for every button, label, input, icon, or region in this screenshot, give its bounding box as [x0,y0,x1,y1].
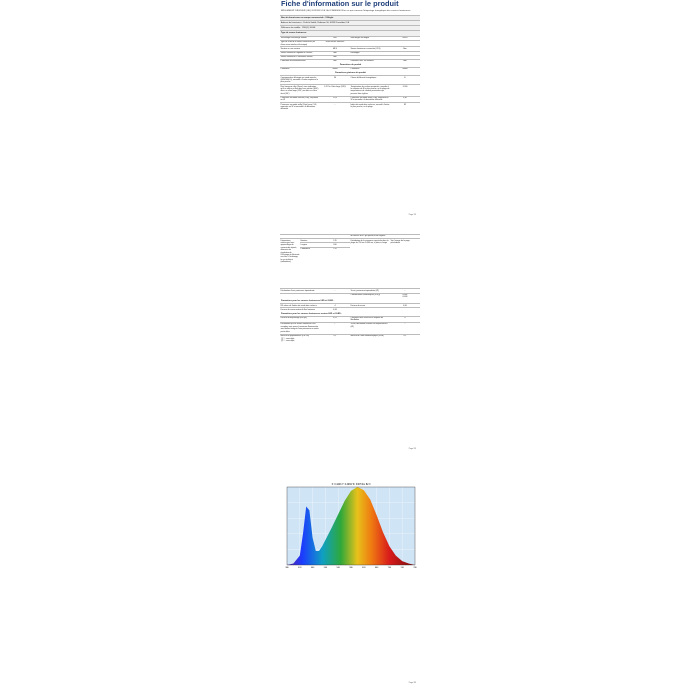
chromaticity-label: Coordonnées chromatiques (x et y) [350,293,390,299]
mains-param-value-2: 0,1 [390,334,420,338]
general-param-value-2: 3 300 [390,85,420,96]
general-params-table [280,75,420,111]
general-param-value-2: 82 [390,103,420,112]
x-tick-label: 380 [285,567,289,570]
general-param-value-1: 1 417 in Cône large (120)° [320,85,350,96]
light-source-label-1: Protection anti-éblouissement [280,59,320,63]
x-tick-label: 580 [349,567,353,570]
general-param-label-1: Consommation d'énergie en mode marche (kWh/1000 h), arrondie à l'entier supérieur le plus proche [280,76,320,85]
model-reference: Référence du modèle : 1200(C) 2000E [280,25,420,30]
equivalent-power-w-label: Si oui, puissance équivalente (W) [350,289,390,293]
footnote-1: (1) '-': sans objet ; [281,337,296,340]
general-param-value-1: - [320,103,350,112]
general-param-row [280,76,420,85]
supplier-address: Adresse du fournisseur : Prolicht GmbH, Robinson 56, 40238 Düsseldorf, DE [280,20,420,25]
dimensions-table [280,238,420,288]
spectral-distribution-label: Distribution de la puissance spectrale dans la plage de 250 nm à 800 nm, à pleine charge [350,239,390,289]
dimensions-label: Dimensions extérieures hors appareillage de commande séparé, éléments de régulation de l'éclairage et éléments non liés à l'éclairage, le cas échéant (millimètres) [280,239,300,289]
light-source-row [280,40,420,47]
mains-param-value-2: - [390,323,420,334]
page-number: Page 1/3 [408,214,416,216]
dim-name-width: Largeur [300,243,320,247]
general-param-label-2: Indice de rendu des couleurs, arrondi à l'entier le plus proche, ou la plage [350,103,390,112]
light-source-value-2: Non [390,59,420,63]
led-params-table [280,303,420,311]
general-params-header: Paramètres généraux du produit [335,72,366,75]
dim-value-width: 160 [320,243,350,247]
col-header-param-2: Paramètre [350,68,390,72]
x-tick-label: 700 [387,567,392,570]
light-source-value-2: Non [390,47,420,51]
general-param-label-1: Puissance en mode marche (Pon), exprimée en W [280,97,319,102]
footnote-2: (2) '-': sans objet ; [281,340,296,343]
general-param-label-1: Flux lumineux utile (Φuse), avec indication qu'il se réfère au flux dans une sphère (360°), dans un cône large (120°) ou dans un cône étroit (90°) [280,85,319,95]
page-number: Page 2/3 [408,448,416,450]
x-tick-label: 780 [413,567,417,570]
spectral-distribution-value: Voir l'image de la page précédente [390,239,420,289]
led-param-value-1: 0,96 [320,308,350,312]
document-page-3 [280,468,420,700]
mains-param-value-1: 0,1 [320,334,350,338]
x-axis-ticks [285,567,417,569]
chromaticity-y: 0,409 [402,296,408,299]
led-param-label-1: R9 valeur de l'indice de rendu des couleurs [280,304,320,308]
light-source-label-1: Secteur ou non secteur [280,47,320,51]
col-header-value-2: Valeur [390,68,420,72]
general-param-value-1: 30 [320,76,350,85]
page-number: Page 3/3 [408,682,416,684]
light-source-value-1: MLS [320,47,350,51]
general-param-value-2: E [390,76,420,85]
document-page-2 [280,234,420,466]
led-params-header: Paramètres pour les sources lumineuses LED et OLED : [281,300,335,303]
x-tick-label: 540 [336,567,340,570]
chart-title: X: 0.4443 Y: 0.4094 Tc: 3307 Ra: 82.3 [331,484,371,486]
general-param-row [280,96,420,103]
page-title: Fiche d'information sur le produit [281,0,399,8]
mains-param-label-2: Constance des couleurs en ellipses de MacAdam [350,316,390,323]
claims-table [280,288,420,299]
col-header-param-1: Paramètre [280,68,320,72]
led-param-value-1: 4 [320,304,350,308]
dim-name-height: Hauteur [300,239,320,243]
x-tick-label: 500 [323,567,328,570]
light-source-label-2: Non-dirigée ou dirigée [350,36,390,40]
light-source-label-2: Utilisation avec un variateur [350,59,390,63]
led-param-label-2: Facteur de survie [350,304,390,308]
dim-value-depth: 170 [320,247,350,288]
regulation-text: RÈGLEMENT DÉLÉGUÉ (UE) 2019/2015 DE LA COMMISSION en ce qui concerne l'étiquetage énergétique des sources lumineuses [281,10,411,12]
light-source-value-1: Non [320,51,350,55]
general-param-label-2: Classe d'efficacité énergétique [350,76,390,85]
light-source-value-1: other electric interface [320,40,350,47]
light-source-label-1: Technologie d'éclairage utilisée [280,36,320,40]
general-param-value-1: 20,3 [320,96,350,103]
light-source-label-2: Enveloppe [350,51,390,55]
general-param-label-2: Puissance en mode veille (Psb), exprimée en W et arrondie à la deuxième décimale [350,97,389,102]
light-source-table [280,36,420,64]
light-source-label-2: Source lumineuse connectée (CLS) [350,47,390,51]
equivalent-power-label: Déclaration d'une puissance équivalente [280,289,320,293]
light-source-value-1: Non [320,59,350,63]
x-tick-label: 620 [362,567,366,570]
mains-params-table [280,316,420,338]
document-page-1 [280,0,420,232]
light-source-value-2: NDLS [390,36,420,40]
mains-param-row [280,323,420,334]
general-param-label-1: Puissance en mode veille (Pnet) pour CLS, exprimée en W et arrondie à la deuxième décimale [280,103,320,112]
mains-param-label-1: Facteur de déphasage (cos φ1) [280,316,320,323]
mains-param-label-2: Si oui, déclaration relative au remplacement (W) [350,323,390,334]
equivalent-power-value: - [320,289,350,293]
col-header-value-1: Valeur [320,68,350,72]
general-param-row [280,85,420,96]
mains-param-value-2: 6 [390,316,420,323]
light-source-value-1: LED [320,36,350,40]
general-param-value-2: 0,30 [390,96,420,103]
mains-param-label-2: Mesure de l'effet stroboscopique (SVM) [350,334,390,338]
general-param-label-2: Température de couleur proximale, arrondie à la centaine de K la plus proche, ou la plage de températures de couleur proximales qui peuvent être réglées [350,85,390,95]
light-source-label-1: Source lumineuse réglable en couleur [280,51,320,55]
x-tick-label: 460 [310,567,315,570]
light-source-type-header: Type de source lumineuse : [280,30,420,35]
chromaticity-x: 0,444 [402,293,408,296]
x-tick-label: 740 [400,567,404,570]
light-source-value-1: Non [320,55,350,59]
dim-name-depth: Profondeur [300,247,320,288]
equivalent-power-w-value: - [390,289,420,293]
mains-param-value-1: -* [320,323,350,334]
light-source-label-1: Type de culot de la source lumineuse (ou d'une autre interface électrique) [280,40,320,47]
spectral-chart [281,481,419,573]
led-param-value-2: 0,90 [390,304,420,308]
product-params-header: Paramètres du produit [339,64,362,67]
mains-params-header: Paramètres pour les sources lumineuses secteur LED et OLED : [281,312,342,315]
light-source-label-1: Source lumineuse à luminance élevée [280,55,320,59]
mains-param-label-1: Mesure du papillotement (Pst LM) [280,334,320,338]
x-tick-label: 420 [298,567,302,570]
dim-value-height: 176 [320,239,350,243]
light-source-value-2 [390,40,420,47]
intro-text: de valeurs d'IRC qui peuvent être réglées [350,235,390,239]
mains-param-label-1: Déclaration qu'une source lumineuse LED remplace une source lumineuse fluorescente sans ballast intégré d'une puissance en watts particulière [280,323,319,333]
mains-param-row [280,316,420,323]
general-param-row [280,103,420,112]
x-tick-label: 660 [374,567,379,570]
mains-param-value-1: 0,51 [320,316,350,323]
supplier-name: Nom du fournisseur ou marque commerciale : X-Bright [280,15,420,20]
led-param-label-1: Facteur de conservation du flux lumineux [280,308,320,312]
light-source-label-2 [350,40,390,47]
